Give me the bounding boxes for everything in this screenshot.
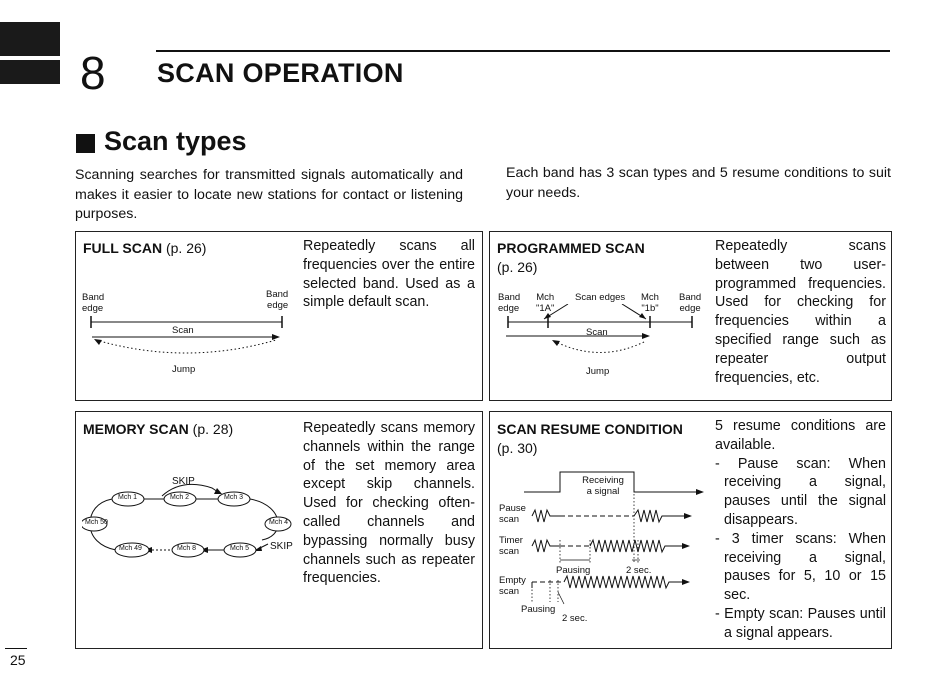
memory-channel: Mch 4 bbox=[269, 519, 289, 526]
full-scan-band-edge-left: Band edge bbox=[82, 292, 105, 314]
full-scan-box bbox=[75, 231, 483, 401]
timer-pausing-label: Pausing bbox=[556, 565, 591, 576]
section-title: Scan types bbox=[104, 126, 247, 156]
page-number: 25 bbox=[10, 652, 26, 668]
memory-scan-skip-top: SKIP bbox=[172, 476, 195, 487]
programmed-scan-title: PROGRAMMED SCAN bbox=[497, 240, 645, 256]
receiving-signal-label: Receiving a signal bbox=[582, 475, 624, 497]
resume-condition-item: - 3 timer scans: When receiving a signal, pauses for 5, 10 or 15 sec. bbox=[715, 530, 886, 604]
resume-condition-item: - Empty scan: Pauses until a signal appears. bbox=[715, 605, 886, 641]
memory-scan-box bbox=[75, 411, 483, 649]
memory-channel: Mch 1 bbox=[118, 494, 138, 501]
programmed-scan-band-edge-right: Band edge bbox=[679, 292, 702, 314]
memory-channel: Mch 2 bbox=[170, 494, 190, 501]
memory-channel: Mch 8 bbox=[177, 545, 197, 552]
resume-condition-item: - Pause scan: When receiving a signal, pauses until the signal disappears. bbox=[715, 455, 886, 528]
intro-right: Each band has 3 scan types and 5 resume conditions to suit your needs. bbox=[506, 165, 891, 201]
memory-scan-description: Repeatedly scans memory channels within the range of the set memory area except skip channels. Used for checking often-called channels and bypassing normally busy channels such as repeater frequencies. bbox=[303, 420, 475, 587]
full-scan-description: Repeatedly scans all frequencies over the entire selected band. Used as a simple default scan. bbox=[303, 238, 475, 311]
full-scan-scan-label: Scan bbox=[172, 325, 194, 336]
section-bullet-icon bbox=[76, 134, 95, 153]
chapter-tab-bottom bbox=[0, 60, 60, 84]
chapter-rule bbox=[156, 50, 890, 52]
scan-resume-page: (p. 30) bbox=[497, 440, 538, 456]
programmed-scan-band-edge-left: Band edge bbox=[498, 292, 521, 314]
programmed-scan-jump-label: Jump bbox=[586, 366, 610, 377]
scan-resume-box bbox=[489, 411, 892, 649]
scan-resume-text bbox=[715, 417, 886, 643]
timer-scan-label: Timer scan bbox=[499, 535, 523, 557]
memory-channel: Mch 50 bbox=[85, 519, 108, 526]
programmed-scan-description: Repeatedly scans between two user-programmed frequencies. Used for checking for frequencies within a specified range such as repeater output frequencies, etc. bbox=[715, 238, 886, 386]
empty-pausing-label: Pausing bbox=[521, 604, 556, 615]
programmed-scan-scan-edges: Scan edges bbox=[575, 292, 626, 303]
chapter-number: 8 bbox=[80, 47, 106, 99]
page-number-rule bbox=[5, 648, 27, 649]
full-scan-title: FULL SCAN (p. 26) bbox=[83, 240, 207, 256]
full-scan-band-edge-right: Band edge bbox=[266, 289, 289, 311]
empty-scan-label: Empty scan bbox=[499, 575, 526, 597]
chapter-title: SCAN OPERATION bbox=[157, 58, 404, 88]
timer-2sec-label: 2 sec. bbox=[626, 565, 652, 576]
programmed-scan-page: (p. 26) bbox=[497, 259, 538, 275]
memory-scan-skip-right: SKIP bbox=[270, 541, 293, 552]
empty-2sec-label: 2 sec. bbox=[562, 613, 588, 624]
memory-channel: Mch 3 bbox=[224, 494, 244, 501]
programmed-scan-box bbox=[489, 231, 892, 401]
resume-conditions-list bbox=[715, 455, 886, 643]
programmed-scan-scan-label: Scan bbox=[586, 327, 608, 338]
memory-scan-diagram bbox=[82, 472, 300, 572]
chapter-tab-top bbox=[0, 22, 60, 56]
programmed-scan-mch-right: Mch "1b" bbox=[641, 292, 659, 314]
memory-scan-title: MEMORY SCAN (p. 28) bbox=[83, 421, 234, 437]
intro-left: Scanning searches for transmitted signals automatically and makes it easier to locate new stations for contact or listening purposes. bbox=[75, 167, 463, 222]
scan-resume-intro: 5 resume conditions are available. bbox=[715, 418, 886, 453]
memory-channel: Mch 49 bbox=[119, 545, 142, 552]
scan-resume-title: SCAN RESUME CONDITION bbox=[497, 421, 683, 437]
full-scan-jump-label: Jump bbox=[172, 364, 196, 375]
pause-scan-label: Pause scan bbox=[499, 503, 526, 525]
programmed-scan-mch-left: Mch "1A" bbox=[536, 292, 555, 314]
memory-channel: Mch 5 bbox=[230, 545, 250, 552]
